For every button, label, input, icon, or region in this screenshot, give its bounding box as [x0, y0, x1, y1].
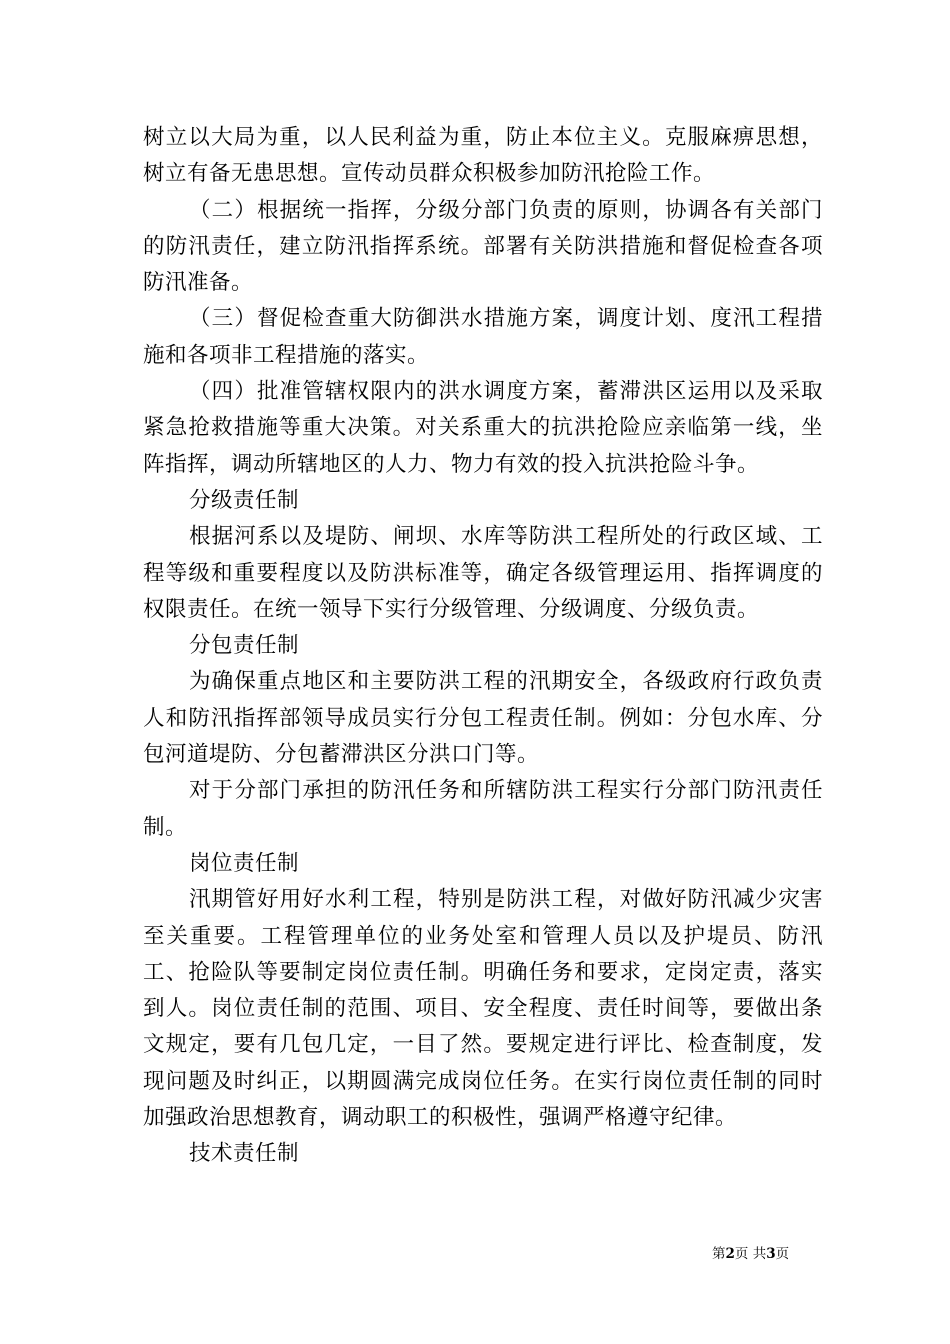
page-number-footer	[712, 1245, 789, 1263]
paragraph-4: （四）批准管辖权限内的洪水调度方案，蓄滞洪区运用以及采取紧急抢救措施等重大决策。对关系重大的抗洪抢险应亲临第一线，坐阵指挥，调动所辖地区的人力、物力有效的投入抗洪抢险斗争。	[143, 379, 823, 477]
paragraph-2: （二）根据统一指挥，分级分部门负责的原则，协调各有关部门的防汛责任，建立防汛指挥系统。部署有关防洪措施和督促检查各项防汛准备。	[143, 197, 823, 296]
current-page-number: 2	[725, 1246, 735, 1262]
footer-middle: 页 共	[734, 1246, 767, 1262]
document-body	[143, 120, 823, 1173]
footer-prefix: 第	[712, 1246, 726, 1262]
paragraph-6: 为确保重点地区和主要防洪工程的汛期安全，各级政府行政负责人和防汛指挥部领导成员实行分包工程责任制。例如：分包水库、分包河道堤防、分包蓄滞洪区分洪口门等。	[143, 669, 823, 768]
paragraph-5: 根据河系以及堤防、闸坝、水库等防洪工程所处的行政区域、工程等级和重要程度以及防洪标准等，确定各级管理运用、指挥调度的权限责任。在统一领导下实行分级管理、分级调度、分级负责。	[143, 524, 823, 622]
section-heading-post-responsibility: 岗位责任制	[189, 850, 300, 876]
paragraph-1: 树立以大局为重，以人民利益为重，防止本位主义。克服麻痹思想，树立有备无患思想。宣传动员群众积极参加防汛抢险工作。	[143, 125, 823, 187]
paragraph-7: 对于分部门承担的防汛任务和所辖防洪工程实行分部门防汛责任制。	[143, 778, 823, 840]
section-heading-contract-responsibility: 分包责任制	[189, 633, 300, 659]
paragraph-3: （三）督促检查重大防御洪水措施方案，调度计划、度汛工程措施和各项非工程措施的落实。	[143, 306, 823, 368]
section-heading-graded-responsibility: 分级责任制	[189, 487, 300, 513]
total-page-number: 3	[766, 1246, 776, 1262]
paragraph-8: 汛期管好用好水利工程，特别是防洪工程，对做好防汛减少灾害至关重要。工程管理单位的业务处室和管理人员以及护堤员、防汛工、抢险队等要制定岗位责任制。明确任务和要求，定岗定责，落实到人。岗位责任制的范围、项目、安全程度、责任时间等，要做出条文规定，要有几包几定，一目了然。要规定进行评比、检查制度，发现问题及时纠正，以期圆满完成岗位任务。在实行岗位责任制的同时加强政治思想教育，调动职工的积极性，强调严格遵守纪律。	[143, 887, 823, 1131]
footer-suffix: 页	[775, 1246, 790, 1262]
section-heading-technical-responsibility: 技术责任制	[189, 1141, 300, 1167]
